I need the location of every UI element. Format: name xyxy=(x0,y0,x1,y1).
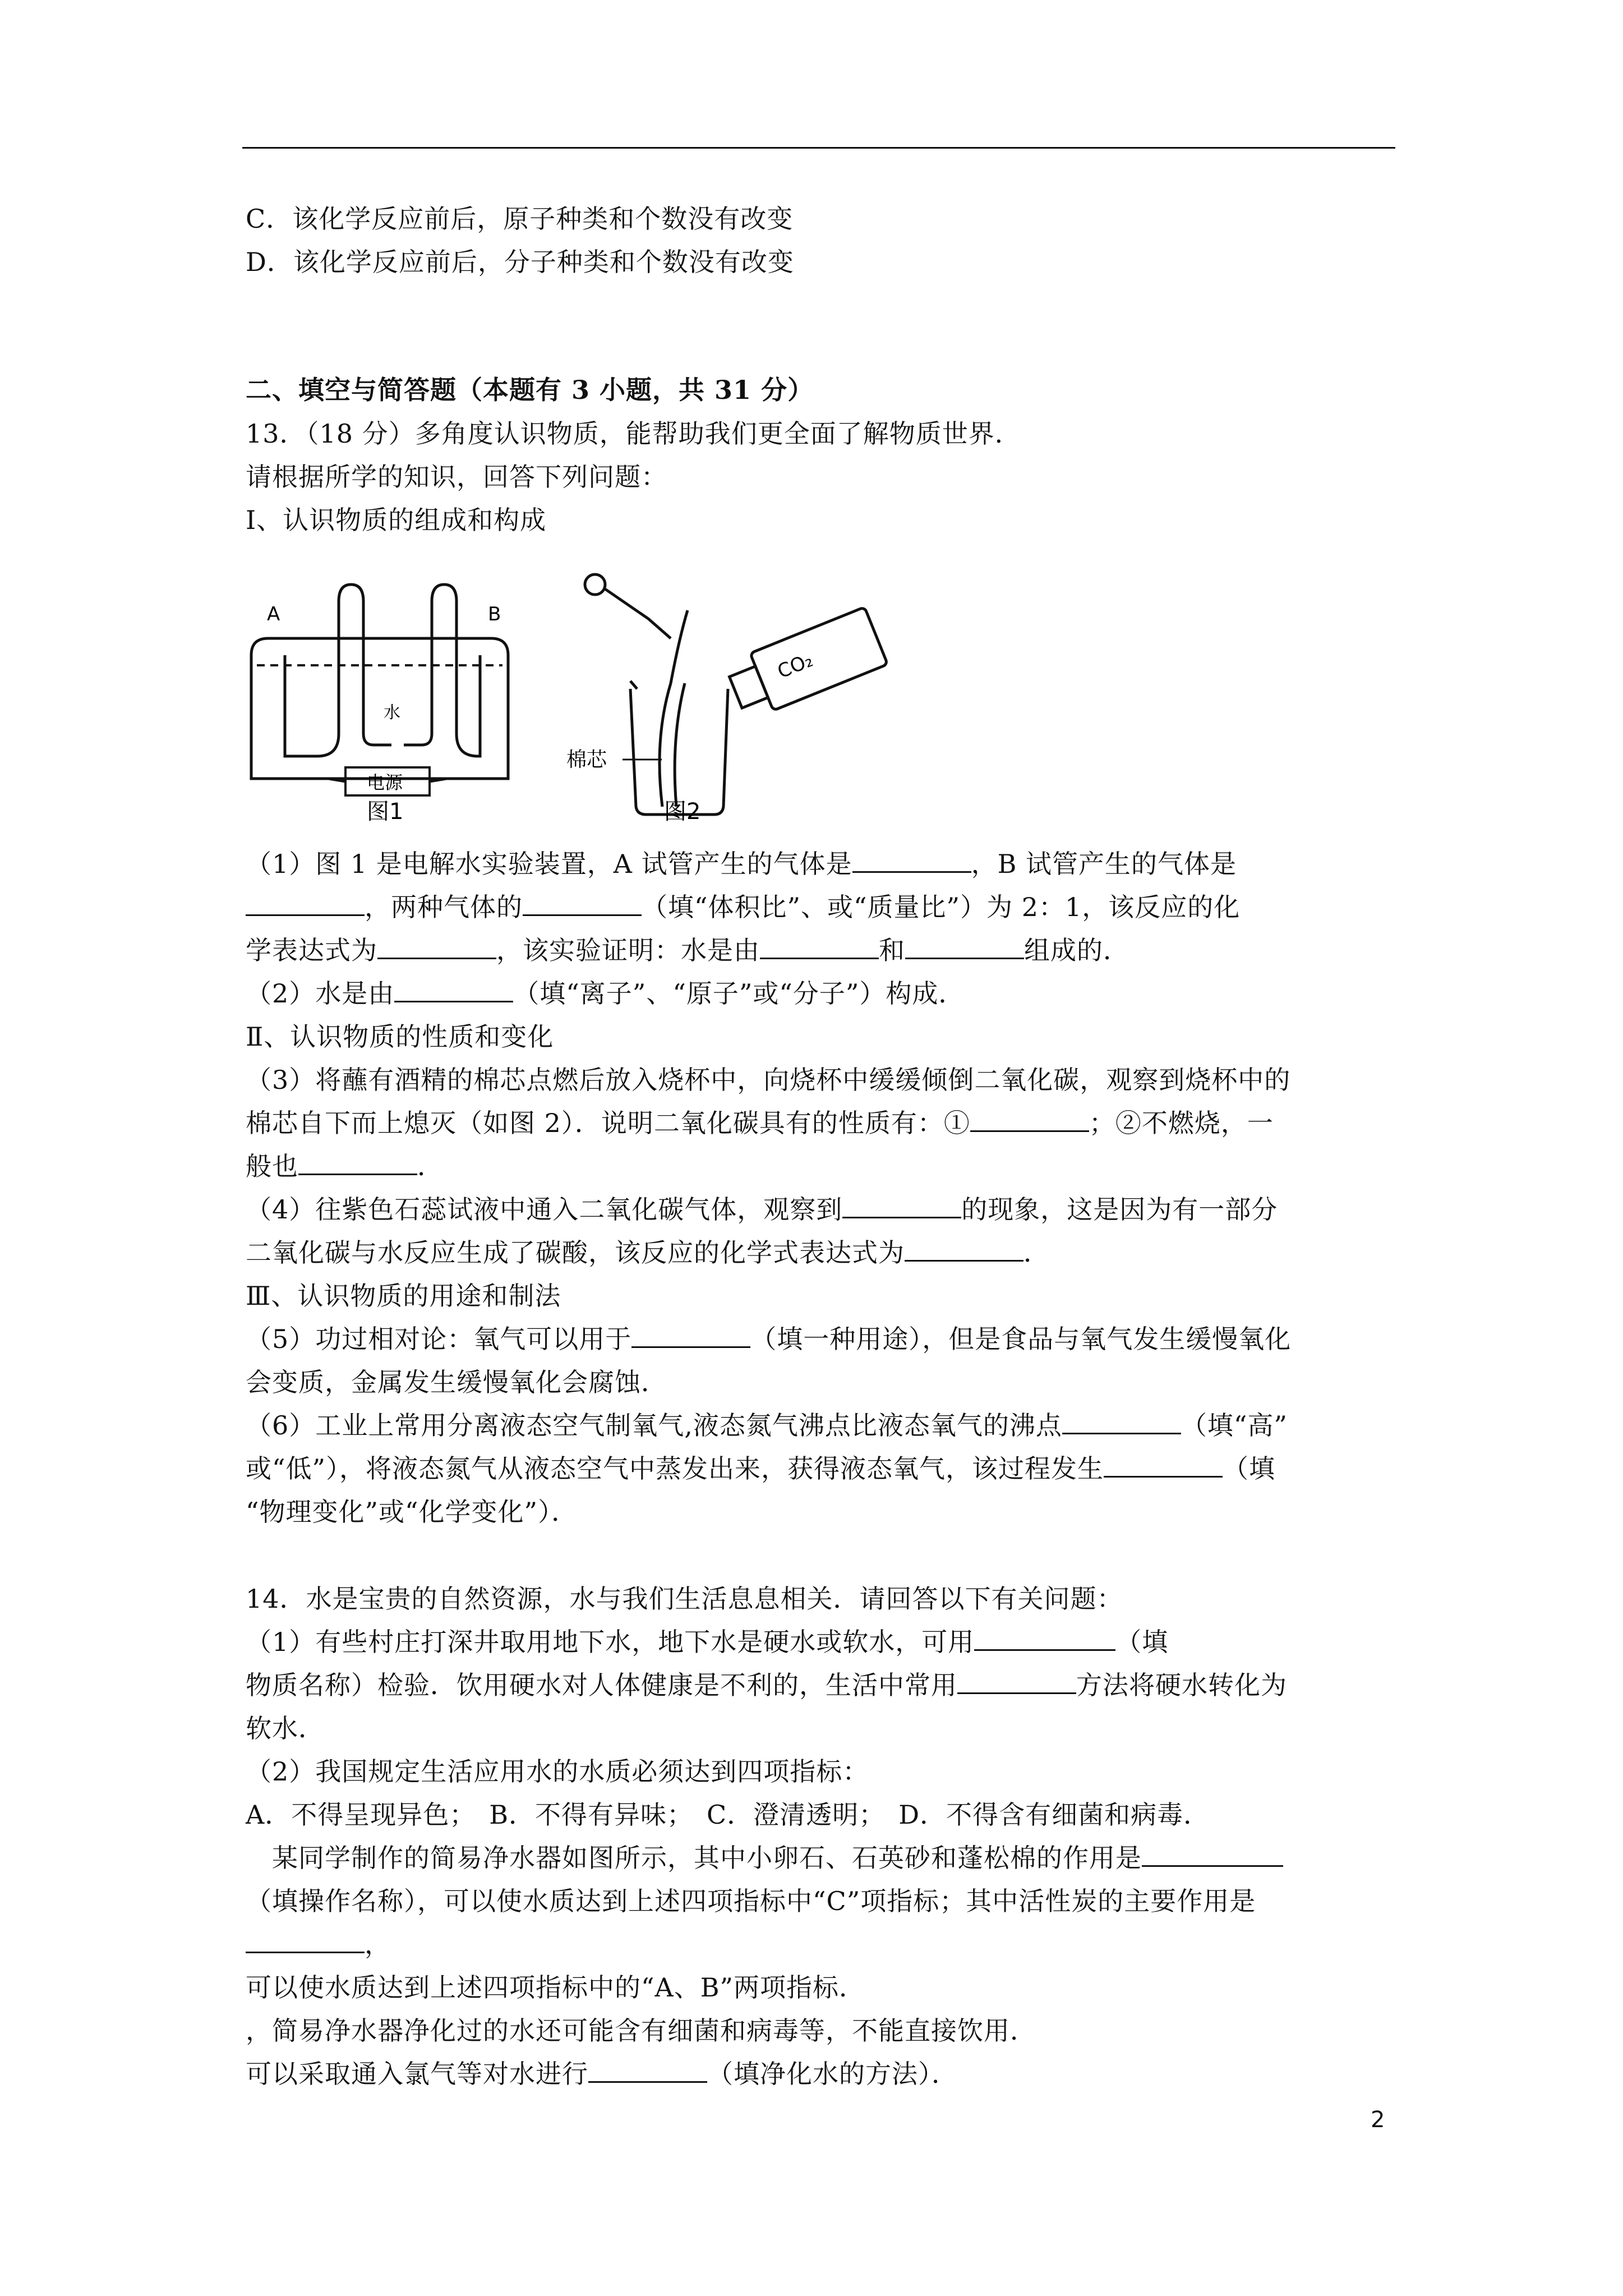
answer-blank[interactable] xyxy=(842,1195,961,1218)
q13-5-line-1: （5）功过相对论：氧气可以用于 （填一种用途），但是食品与氧气发生缓慢氧化 xyxy=(246,1324,1292,1354)
q14-1-line-1: （1）有些村庄打深井取用地下水，地下水是硬水或软水，可用 （填 xyxy=(246,1627,1169,1657)
answer-blank[interactable] xyxy=(1142,1844,1283,1867)
q13-5-line-2: 会变质，金属发生缓慢氧化会腐蚀． xyxy=(246,1367,667,1397)
q13-part-1-heading: Ⅰ、认识物质的组成和构成 xyxy=(246,505,547,535)
test-tube-b xyxy=(432,585,480,756)
answer-blank[interactable] xyxy=(1104,1455,1223,1478)
answer-blank[interactable] xyxy=(905,1239,1023,1262)
answer-blank[interactable] xyxy=(974,1628,1115,1651)
q13-1-line-3: 学表达式为 ，该实验证明：水是由 和 组成的． xyxy=(246,935,1129,965)
answer-blank[interactable] xyxy=(588,2060,707,2083)
q14-filter-line-1: 某同学制作的简易净水器如图所示，其中小卵石、石英砂和蓬松棉的作用是 xyxy=(246,1841,1283,1875)
power-label: 电源 xyxy=(367,772,403,793)
q14-filter-line-6: 可以采取通入氯气等对水进行 （填净化水的方法）． xyxy=(246,2059,958,2089)
co2-label: CO₂ xyxy=(774,648,817,683)
page-number: 2 xyxy=(1371,2107,1385,2133)
answer-blank[interactable] xyxy=(246,1930,365,1953)
q14-filter-line-3: ， xyxy=(246,1927,391,1961)
answer-blank[interactable] xyxy=(852,850,971,873)
q13-part-3-heading: Ⅲ、认识物质的用途和制法 xyxy=(246,1281,561,1311)
answer-blank[interactable] xyxy=(957,1671,1076,1694)
answer-blank[interactable] xyxy=(1062,1411,1181,1434)
water-label: 水 xyxy=(384,703,400,723)
q14-filter-line-2: （填操作名称），可以使水质达到上述四项指标中“C”项指标；其中活性炭的主要作用是 xyxy=(246,1886,1256,1916)
header-rule xyxy=(242,147,1395,149)
q13-2-line: （2）水是由 （填“离子”、“原子”或“分子”）构成． xyxy=(246,978,965,1009)
option-d: D．该化学反应前后，分子种类和个数没有改变 xyxy=(246,247,794,277)
q14-filter-line-5: ，简易净水器净化过的水还可能含有细菌和病毒等，不能直接饮用． xyxy=(246,2016,1036,2046)
wick-label: 棉芯 xyxy=(566,748,607,771)
section-title: 二、填空与简答题（本题有 3 小题，共 31 分） xyxy=(246,375,814,405)
q13-3-line-3: 般也 ． xyxy=(246,1151,444,1181)
experiment-figure xyxy=(245,571,894,821)
q14-1-line-3: 软水． xyxy=(246,1713,325,1743)
tube-a-label: A xyxy=(267,603,280,625)
answer-blank[interactable] xyxy=(246,893,365,916)
q13-stem-2: 请根据所学的知识，回答下列问题： xyxy=(246,462,667,492)
q13-1-line-2: ，两种气体的 （填“体积比”、或“质量比”）为 2：1，该反应的化 xyxy=(246,890,1240,924)
tube-b-label: B xyxy=(488,603,501,625)
q14-1-line-2: 物质名称）检验．饮用硬水对人体健康是不利的，生活中常用 方法将硬水转化为 xyxy=(246,1670,1287,1700)
answer-blank[interactable] xyxy=(377,936,496,959)
q14-filter-line-4: 可以使水质达到上述四项指标中的“A、B”两项指标． xyxy=(246,1972,866,2003)
q13-1-line-1: （1）图 1 是电解水实验装置，A 试管产生的气体是 ，B 试管产生的气体是 xyxy=(246,849,1237,879)
figure-2-caption: 图2 xyxy=(664,799,701,821)
option-c: C．该化学反应前后，原子种类和个数没有改变 xyxy=(246,204,794,234)
answer-blank[interactable] xyxy=(523,893,642,916)
q14-2-line: （2）我国规定生活应用水的水质必须达到四项指标： xyxy=(246,1756,869,1787)
answer-blank[interactable] xyxy=(760,936,879,959)
q13-4-line-1: （4）往紫色石蕊试液中通入二氧化碳气体，观察到 的现象，这是因为有一部分 xyxy=(246,1194,1278,1225)
figure-1-caption: 图1 xyxy=(367,799,404,821)
answer-blank[interactable] xyxy=(394,979,513,1002)
q13-6-line-3: “物理变化”或“化学变化”）． xyxy=(246,1497,578,1527)
answer-blank[interactable] xyxy=(905,936,1024,959)
q13-3-line-1: （3）将蘸有酒精的棉芯点燃后放入烧杯中，向烧杯中缓缓倾倒二氧化碳，观察到烧杯中的 xyxy=(246,1065,1291,1095)
q14-stem: 14．水是宝贵的自然资源，水与我们生活息息相关．请回答以下有关问题： xyxy=(246,1584,1123,1614)
q13-3-line-2: 棉芯自下而上熄灭（如图 2）．说明二氧化碳具有的性质有：① ；②不燃烧，一 xyxy=(246,1108,1274,1138)
q13-4-line-2: 二氧化碳与水反应生成了碳酸，该反应的化学式表达式为 ． xyxy=(246,1237,1050,1268)
answer-blank[interactable] xyxy=(298,1152,417,1175)
q14-indicators: A．不得呈现异色； B．不得有异味； C．澄清透明； D．不得含有细菌和病毒． xyxy=(246,1800,1210,1830)
answer-blank[interactable] xyxy=(970,1109,1089,1132)
answer-blank[interactable] xyxy=(631,1325,750,1348)
q13-part-2-heading: Ⅱ、认识物质的性质和变化 xyxy=(246,1022,554,1052)
q13-stem-1: 13．（18 分）多角度认识物质，能帮助我们更全面了解物质世界． xyxy=(246,418,1021,449)
q13-6-line-2: 或“低”），将液态氮气从液态空气中蒸发出来，获得液态氧气，该过程发生 （填 xyxy=(246,1453,1276,1484)
q13-6-line-1: （6）工业上常用分离液态空气制氧气,液态氮气沸点比液态氧气的沸点 （填“高” xyxy=(246,1410,1288,1441)
